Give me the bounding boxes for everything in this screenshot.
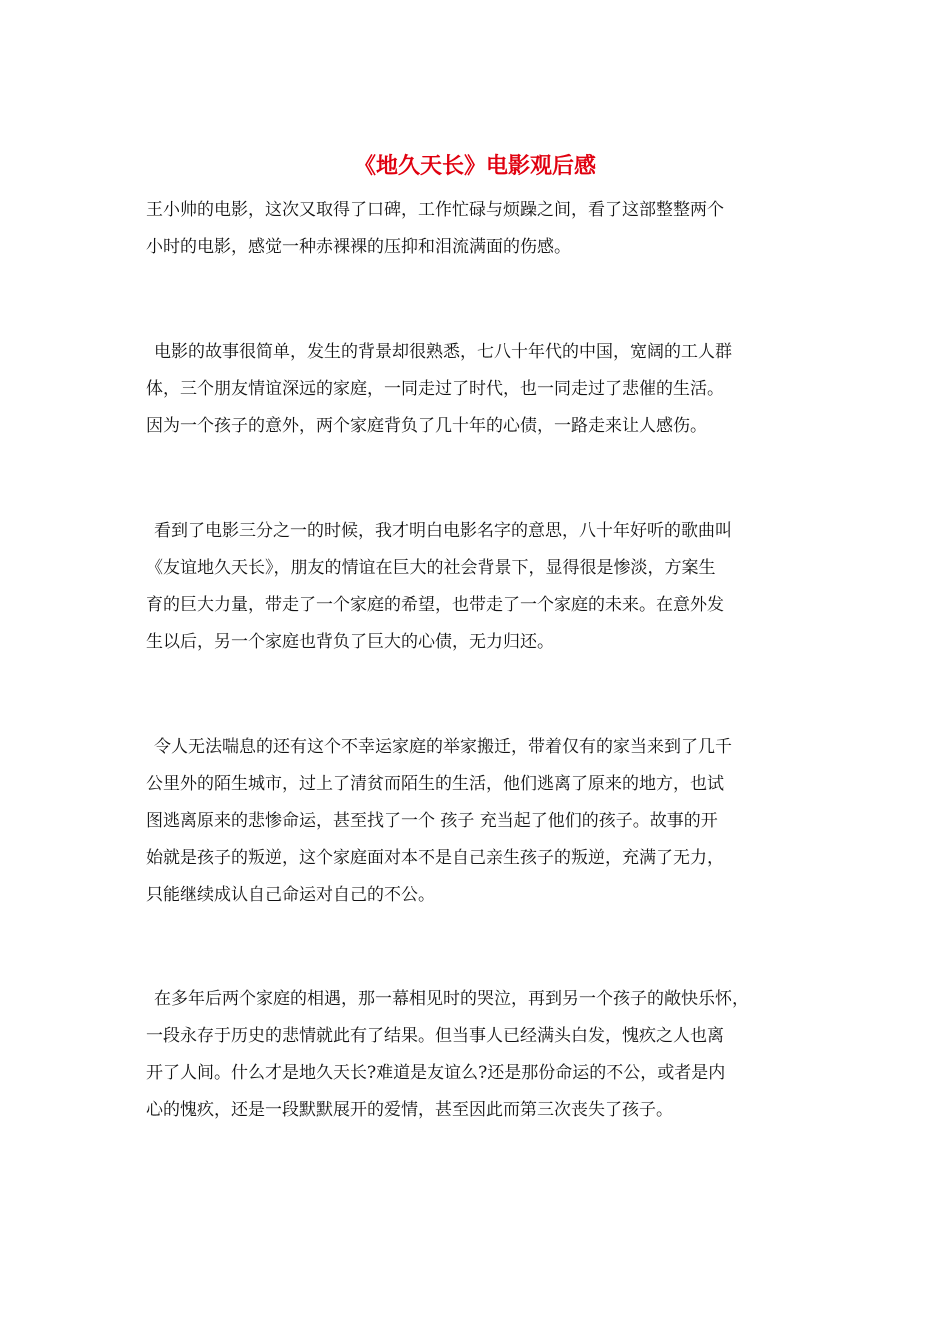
paragraph-line: 小时的电影，感觉一种赤裸裸的压抑和泪流满面的伤感。: [146, 237, 571, 257]
paragraph-line: 育的巨大力量，带走了一个家庭的希望，也带走了一个家庭的未来。在意外发: [146, 595, 724, 615]
paragraph-line: 因为一个孩子的意外，两个家庭背负了几十年的心债，一路走来让人感伤。: [146, 416, 707, 436]
paragraph-line: 体，三个朋友情谊深远的家庭，一同走过了时代，也一同走过了悲催的生活。: [146, 379, 724, 399]
paragraph-line: 生以后，另一个家庭也背负了巨大的心债，无力归还。: [146, 632, 554, 652]
paragraph-line: 看到了电影三分之一的时候，我才明白电影名字的意思，八十年好听的歌曲叫: [154, 521, 732, 541]
paragraph-line: 只能继续成认自己命运对自己的不公。: [146, 885, 435, 905]
paragraph-line: 一段永存于历史的悲情就此有了结果。但当事人已经满头白发，愧疚之人也离: [146, 1026, 724, 1046]
paragraph-line: 在多年后两个家庭的相遇，那一幕相见时的哭泣，再到另一个孩子的敞快乐怀，: [154, 989, 749, 1009]
paragraph-line: 图逃离原来的悲惨命运，甚至找了一个 孩子 充当起了他们的孩子。故事的开: [146, 811, 718, 831]
paragraph-line: 公里外的陌生城市，过上了清贫而陌生的生活，他们逃离了原来的地方，也试: [146, 774, 724, 794]
paragraph-line: 《友谊地久天长》，朋友的情谊在巨大的社会背景下，显得很是惨淡，方案生: [146, 558, 716, 578]
paragraph-line: 电影的故事很简单，发生的背景却很熟悉，七八十年代的中国，宽阔的工人群: [154, 342, 732, 362]
paragraph-2: [146, 334, 846, 445]
paragraph-line: 始就是孩子的叛逆，这个家庭面对本不是自己亲生孩子的叛逆，充满了无力，: [146, 848, 724, 868]
paragraph-1: [146, 192, 846, 266]
paragraph-line: 王小帅的电影，这次又取得了口碑，工作忙碌与烦躁之间，看了这部整整两个: [146, 200, 724, 220]
paragraph-line: 心的愧疚，还是一段默默展开的爱情，甚至因此而第三次丧失了孩子。: [146, 1100, 673, 1120]
paragraph-3: [146, 513, 846, 661]
paragraph-line: 令人无法喘息的还有这个不幸运家庭的举家搬迁，带着仅有的家当来到了几千: [154, 737, 732, 757]
document-title: 《地久天长》电影观后感: [353, 154, 596, 179]
paragraph-line: 开了人间。什么才是地久天长?难道是友谊么?还是那份命运的不公，或者是内: [146, 1063, 726, 1083]
paragraph-4: [146, 729, 846, 914]
paragraph-5: [146, 981, 846, 1129]
